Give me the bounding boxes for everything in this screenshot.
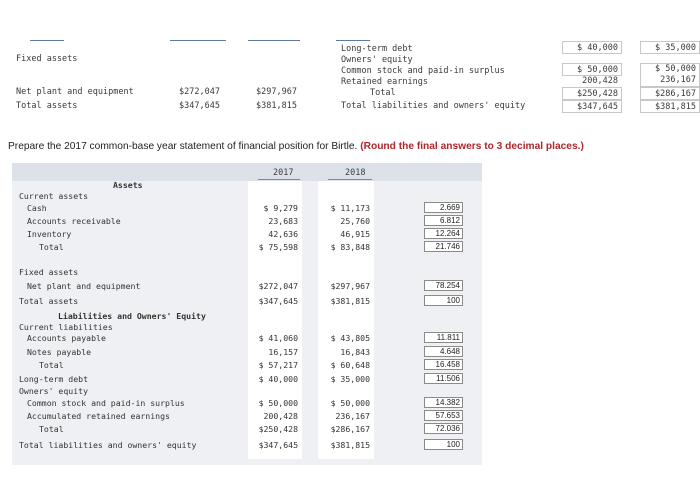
answer-input[interactable]: 57.653: [424, 410, 463, 421]
net-plant-label: Net plant and equipment: [16, 87, 134, 97]
value-2018: 25,760: [340, 216, 370, 226]
value-2018: $ 83,848: [330, 242, 370, 252]
divider: [336, 40, 370, 41]
answer-input[interactable]: 100: [424, 295, 463, 306]
answer-input[interactable]: 16.458: [424, 359, 463, 370]
row-label: Total liabilities and owners' equity: [19, 440, 197, 450]
value-2017: 200,428: [263, 411, 298, 421]
value-2017: 42,636: [268, 229, 298, 239]
answer-input[interactable]: 100: [424, 439, 463, 450]
common-stock-label: Common stock and paid-in surplus: [341, 66, 505, 76]
retained-label: Retained earnings: [341, 77, 428, 87]
value-2018: 16,843: [340, 347, 370, 357]
retained-2017: 200,428: [582, 76, 618, 86]
year-2017-header: 2017: [273, 168, 294, 178]
answer-input[interactable]: 6.812: [424, 215, 463, 226]
retained-2018: 236,167: [660, 75, 696, 85]
row-label: Fixed assets: [19, 267, 79, 277]
total-eq-2017: $250,428: [562, 87, 622, 100]
value-2018: $ 35,000: [330, 374, 370, 384]
net-plant-2018: $297,967: [256, 87, 297, 97]
value-2018: $ 43,805: [330, 333, 370, 343]
value-2017: $250,428: [258, 424, 298, 434]
row-label: Net plant and equipment: [27, 281, 141, 291]
year-2018-rule: [328, 179, 372, 180]
value-2018: $286,167: [330, 424, 370, 434]
row-label: Accounts payable: [27, 333, 106, 343]
assets-heading: Assets: [113, 180, 143, 190]
row-label: Notes payable: [27, 347, 92, 357]
divider: [30, 40, 64, 41]
row-label: Inventory: [27, 229, 72, 239]
value-2017: $ 40,000: [258, 374, 298, 384]
ltd-label: Long-term debt: [341, 44, 413, 54]
row-label: Current liabilities: [19, 322, 113, 332]
answer-input[interactable]: 11.506: [424, 373, 463, 384]
answer-input[interactable]: 4.648: [424, 346, 463, 357]
value-2017: $ 57,217: [258, 360, 298, 370]
total-assets-label: Total assets: [16, 101, 78, 111]
divider: [170, 40, 226, 41]
fixed-assets-label: Fixed assets: [16, 54, 78, 64]
owners-equity-label: Owners' equity: [341, 55, 413, 65]
value-2018: 236,167: [335, 411, 370, 421]
row-label: Total assets: [19, 296, 79, 306]
answer-input[interactable]: 11.811: [424, 332, 463, 343]
row-label: Long-term debt: [19, 374, 89, 384]
value-2018: $381,815: [330, 296, 370, 306]
row-label: Common stock and paid-in surplus: [27, 398, 185, 408]
row-label: Current assets: [19, 191, 89, 201]
net-plant-2017: $272,047: [179, 87, 220, 97]
instruction-text: [8, 141, 584, 152]
value-2018: $381,815: [330, 440, 370, 450]
value-2018: $297,967: [330, 281, 370, 291]
total-liab-2018: $381,815: [640, 100, 700, 113]
value-2017: $ 75,598: [258, 242, 298, 252]
value-2017: $ 41,060: [258, 333, 298, 343]
answer-input[interactable]: 78.254: [424, 280, 463, 291]
value-2017: $347,645: [258, 440, 298, 450]
value-2017: 23,683: [268, 216, 298, 226]
row-label: Total: [39, 424, 64, 434]
row-label: Accounts receivable: [27, 216, 121, 226]
value-2017: $ 9,279: [263, 203, 298, 213]
row-label: Total: [39, 242, 64, 252]
value-2018: $ 60,648: [330, 360, 370, 370]
value-2018: 46,915: [340, 229, 370, 239]
row-label: Cash: [27, 203, 47, 213]
total-assets-2018: $381,815: [256, 101, 297, 111]
value-2018: $ 50,000: [330, 398, 370, 408]
instruction-note: (Round the final answers to 3 decimal places.): [360, 141, 584, 152]
prior-table-fragment: [0, 0, 700, 130]
total-eq-2018: $286,167: [640, 87, 700, 100]
value-2018: $ 11,173: [330, 203, 370, 213]
value-2017: $ 50,000: [258, 398, 298, 408]
common-2018: $ 50,000: [655, 64, 696, 74]
common-2018-box: [640, 63, 700, 87]
value-2017: $272,047: [258, 281, 298, 291]
total-liab-2017: $347,645: [562, 100, 622, 113]
row-label: Owners' equity: [19, 386, 89, 396]
total-assets-2017: $347,645: [179, 101, 220, 111]
total-label: Total: [370, 88, 396, 98]
row-label: Liabilities and Owners' Equity: [58, 311, 206, 321]
answer-input[interactable]: 21.746: [424, 241, 463, 252]
answer-input[interactable]: 12.264: [424, 228, 463, 239]
year-2018-header: 2018: [345, 168, 366, 178]
answer-input[interactable]: 72.036: [424, 423, 463, 434]
answer-input[interactable]: 2.669: [424, 202, 463, 213]
year-2017-rule: [258, 179, 300, 180]
ltd-2017: $ 40,000: [562, 41, 622, 54]
common-2017: $ 50,000: [562, 63, 622, 76]
row-label: Accumulated retained earnings: [27, 411, 170, 421]
worksheet-header-bar: [12, 163, 482, 181]
value-2017: $347,645: [258, 296, 298, 306]
ltd-2018: $ 35,000: [640, 41, 700, 54]
divider: [248, 40, 300, 41]
answer-input[interactable]: 14.382: [424, 397, 463, 408]
value-2017: 16,157: [268, 347, 298, 357]
instruction-main: Prepare the 2017 common-base year statement of financial position for Birtle.: [8, 141, 361, 152]
total-liab-label: Total liabilities and owners' equity: [341, 101, 526, 111]
row-label: Total: [39, 360, 64, 370]
